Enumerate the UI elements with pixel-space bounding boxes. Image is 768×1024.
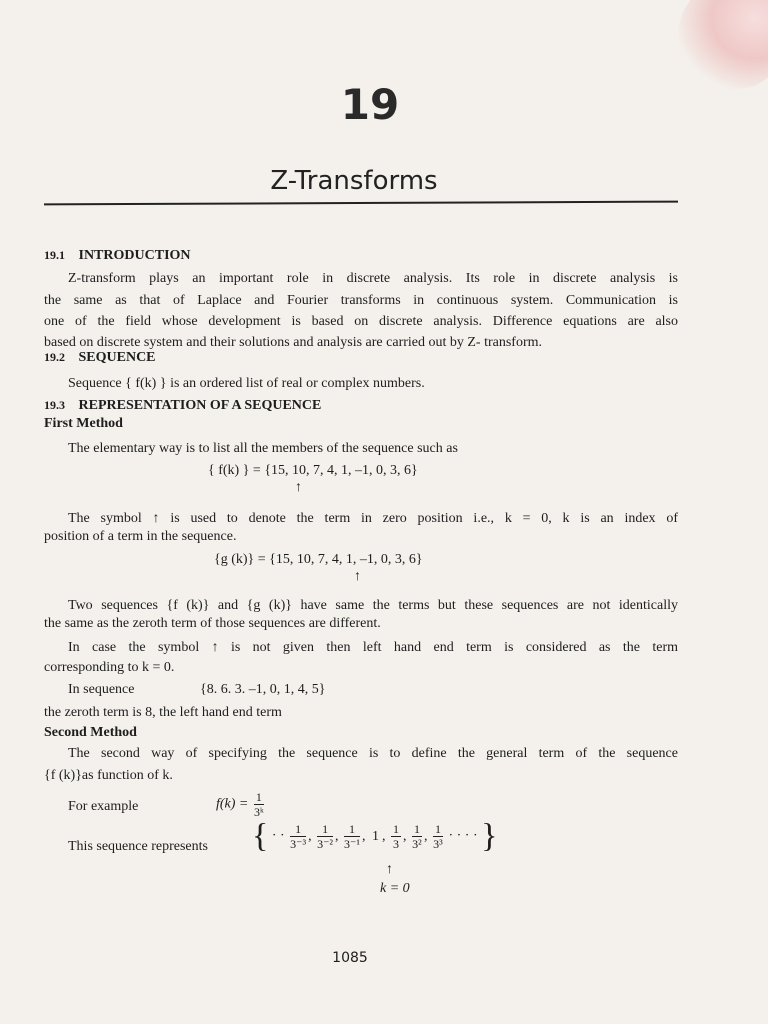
fraction-denominator: 3⁻³: [290, 837, 307, 851]
section-title: INTRODUCTION: [78, 248, 191, 263]
in-sequence-value: {8. 6. 3. –1, 0, 1, 4, 5}: [200, 682, 326, 697]
fraction-numerator: 1: [344, 822, 360, 837]
paragraph-line: based on discrete system and their solutions and analysis are carried out by Z- transform.: [44, 335, 543, 350]
fraction-denominator: 3: [392, 837, 399, 851]
sequence-term: [290, 822, 306, 851]
term-separator: ,: [361, 828, 369, 844]
paragraph-line: Sequence { f(k) } is an ordered list of real or complex numbers.: [68, 376, 425, 391]
fraction-numerator: 1: [255, 790, 262, 804]
term-separator: ,: [335, 828, 343, 844]
fraction-denominator: 3⁻²: [317, 837, 334, 851]
sequence-term: 1: [371, 828, 379, 844]
paragraph-line: The elementary way is to list all the members of the sequence such as: [68, 441, 458, 456]
open-brace: {: [252, 817, 269, 855]
sequence-term: [412, 822, 422, 851]
paragraph-line: Z-transform plays an important role in discrete analysis. Its role in discrete analysis is: [68, 271, 678, 286]
fraction-denominator: 3⁻¹: [344, 837, 360, 851]
term-separator: ,: [423, 828, 431, 844]
zero-position-arrow: ↑: [386, 862, 393, 877]
formula-fraction: [254, 790, 264, 819]
paragraph-line: In case the symbol ↑ is not given then left hand end term is considered as the term: [68, 640, 678, 655]
k-zero-label: k = 0: [380, 881, 410, 896]
paragraph-line: The symbol ↑ is used to denote the term in zero position i.e., k = 0, k is an index of: [68, 511, 678, 526]
section-heading-sequence: [44, 348, 156, 367]
ellipsis: · ·: [271, 828, 285, 844]
chapter-number: 19: [340, 80, 400, 129]
section-number: 19.3: [44, 398, 65, 412]
term-separator: ,: [381, 828, 389, 844]
zero-position-arrow: ↑: [354, 569, 361, 584]
section-heading-representation: [44, 396, 321, 415]
paragraph-line: one of the field whose development is based on discrete analysis. Difference equations are also: [44, 314, 678, 329]
for-example-label: For example: [68, 799, 139, 814]
sequence-expression: [252, 817, 498, 855]
section-title: SEQUENCE: [78, 350, 156, 365]
section-number: 19.1: [44, 248, 65, 262]
sequence-term: [433, 822, 443, 851]
example-formula: [216, 790, 266, 819]
close-brace: }: [481, 817, 498, 855]
paragraph-line: the zeroth term is 8, the left hand end term: [44, 705, 282, 720]
sequence-term: [317, 822, 333, 851]
fraction-numerator: 1: [392, 822, 399, 836]
sequence-terms: [288, 822, 445, 851]
page-number: 1085: [332, 950, 368, 966]
in-sequence-label: In sequence: [68, 682, 135, 697]
term-separator: ,: [402, 828, 410, 844]
paragraph-line: {f (k)}as function of k.: [44, 768, 173, 783]
paragraph-line: corresponding to k = 0.: [44, 660, 175, 675]
paragraph-line: The second way of specifying the sequence is to define the general term of the sequence: [68, 746, 678, 761]
paragraph-line: Two sequences {f (k)} and {g (k)} have same the terms but these sequences are not identically: [68, 598, 678, 613]
fraction-numerator: 1: [317, 822, 333, 837]
represents-label: This sequence represents: [68, 839, 208, 854]
chapter-title: Z-Transforms: [270, 166, 438, 196]
fraction-numerator: 1: [290, 822, 306, 837]
finger-shadow: [678, 0, 768, 90]
section-number: 19.2: [44, 350, 65, 364]
subheading-first-method: First Method: [44, 416, 123, 431]
zero-position-arrow: ↑: [295, 480, 302, 495]
formula-lhs: f(k) =: [216, 796, 249, 812]
title-rule: [44, 201, 678, 206]
paragraph-line: the same as the zeroth term of those sequences are different.: [44, 616, 381, 631]
sequence-term: [391, 822, 401, 851]
equation-g-sequence: {g (k)} = {15, 10, 7, 4, 1, –1, 0, 3, 6}: [214, 552, 423, 567]
term-separator: ,: [308, 828, 316, 844]
paragraph-line: position of a term in the sequence.: [44, 529, 237, 544]
section-title: REPRESENTATION OF A SEQUENCE: [78, 398, 322, 413]
fraction-denominator: 3ᵏ: [253, 805, 264, 819]
fraction-numerator: 1: [413, 822, 420, 836]
subheading-second-method: Second Method: [44, 725, 137, 740]
fraction-denominator: 3³: [433, 837, 443, 851]
sequence-term: [344, 822, 360, 851]
section-heading-introduction: [44, 246, 191, 265]
ellipsis: · · · ·: [448, 828, 478, 844]
paragraph-line: the same as that of Laplace and Fourier transforms in continuous system. Communication is: [44, 293, 678, 308]
fraction-numerator: 1: [434, 822, 441, 836]
equation-f-sequence: { f(k) } = {15, 10, 7, 4, 1, –1, 0, 3, 6}: [208, 463, 418, 478]
fraction-denominator: 3²: [412, 837, 422, 851]
